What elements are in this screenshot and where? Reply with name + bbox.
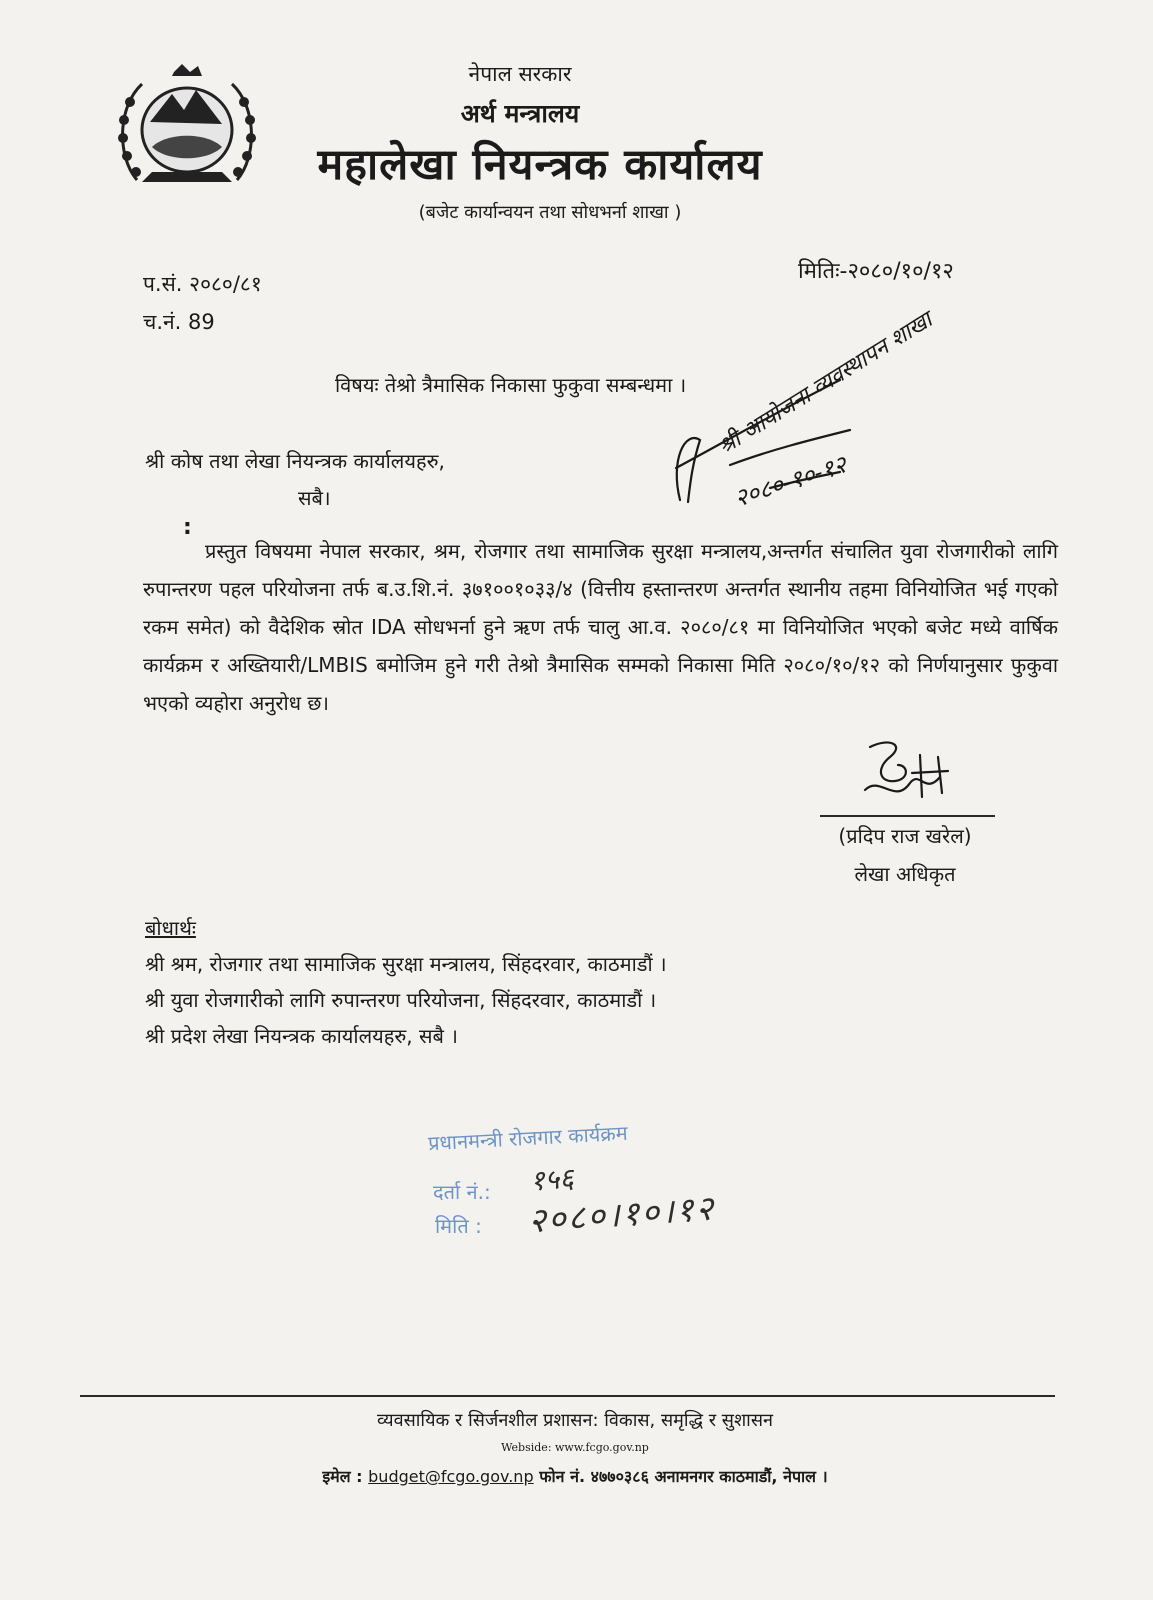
cc-item: श्री युवा रोजगारीको लागि रुपान्तरण परियोजना, सिंहदरवार, काठमाडौं । [145,988,657,1012]
signatory-title: लेखा अधिकृत [854,862,956,886]
registration-stamp-title: प्रधानमन्त्री रोजगार कार्यक्रम [427,1120,629,1156]
registration-date-label: मिति : [435,1214,482,1238]
signatory-name: (प्रदिप राज खरेल) [838,824,972,848]
footer-motto: व्यवसायिक र सिर्जनशील प्रशासन: विकास, समृद्धि र सुशासन [376,1410,774,1431]
salutation-mark: : [183,515,192,540]
email-link[interactable]: budget@fcgo.gov.np [368,1467,534,1486]
footer-phone-address: फोन नं. ४७७०३८६ अनामनगर काठमाडौं, नेपाल । [539,1467,828,1486]
branch-name: (बजेट कार्यान्वयन तथा सोधभर्ना शाखा ) [418,202,682,223]
cc-heading: बोधार्थः [145,916,196,940]
addressee-line-1: श्री कोष तथा लेखा नियन्त्रक कार्यालयहरु, [145,449,445,473]
dispatch-number: च.नं. 89 [143,310,215,334]
nepal-government-emblem [112,62,262,192]
email-label: इमेल : [322,1467,363,1486]
addressee-line-2: सबै। [298,486,331,510]
ministry-name: अर्थ मन्त्रालय [460,99,580,128]
handwritten-forwarding-note [640,290,940,540]
letter-body-text: प्रस्तुत विषयमा नेपाल सरकार, श्रम, रोजगार तथा सामाजिक सुरक्षा मन्त्रालय,अन्तर्गत संचालित युवा रोजगारीको लागि रुपान्तरण पहल परियोजना तर्फ ब.उ.शि.नं. ३७१००१०३३/४ (वित्तीय हस्तान्तरण अन्तर्गत स्थानीय तहमा विनियोजित भई गएको रकम समेत) को वैदेशिक स्रोत IDA सोधभर्ना हुने ऋण तर्फ चालु आ.व. २०८०/८१ मा विनियोजित भएको बजेट मध्ये वार्षिक कार्यक्रम र अख्तियारी/LMBIS बमोजिम हुने गरी तेश्रो त्रैमासिक सम्मको निकासा मिति २०८०/१०/१२ को निर्णयानुसार फुकुवा भएको व्यहोरा अनुरोध छ। [143,539,1058,715]
office-name: महालेखा नियन्त्रक कार्यालय [317,140,763,190]
government-name: नेपाल सरकार [468,62,572,86]
signature-mark [850,735,960,810]
registration-number-value: १५६ [528,1161,575,1198]
letter-subject: विषयः तेश्रो त्रैमासिक निकासा फुकुवा सम्बन्धमा । [335,373,687,397]
letter-body [143,532,1058,722]
footer-divider [80,1395,1055,1397]
footer-website: Webside: www.fcgo.gov.np [501,1441,649,1454]
signature-line [820,815,995,817]
cc-item: श्री श्रम, रोजगार तथा सामाजिक सुरक्षा मन्त्रालय, सिंहदरवार, काठमाडौं । [145,952,667,976]
registration-number-label: दर्ता नं.: [433,1180,491,1204]
handwritten-note-date: २०८०-१०-१२ [730,450,850,513]
footer-contact [200,1465,950,1487]
handwritten-note-text: श्री आयोजना व्यवस्थापन शाखा [714,307,937,460]
reference-number: प.सं. २०८०/८१ [143,272,262,296]
cc-item: श्री प्रदेश लेखा नियन्त्रक कार्यालयहरु, सबै । [145,1024,458,1048]
registration-date-value: २०८०।१०।१२ [526,1188,717,1242]
letter-date: मितिः-२०८०/१०/१२ [798,259,954,284]
